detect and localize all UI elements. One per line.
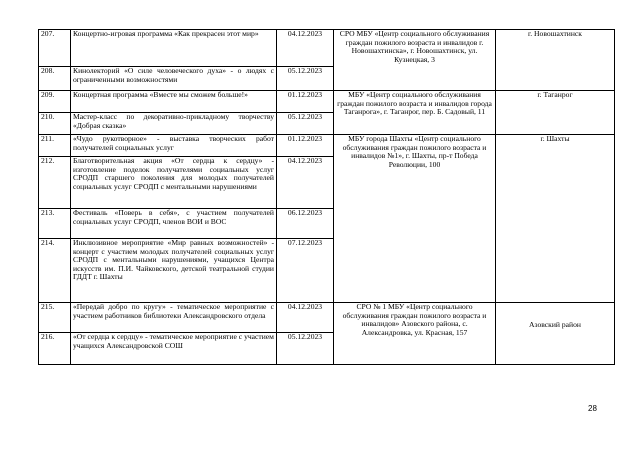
city-cell: г. Новошахтинск (496, 30, 615, 91)
table-row (39, 30, 615, 67)
event-title: «Передай добро по кругу» - тематическое мероприятие с участием работников библиотеки Александровского отдела (71, 303, 277, 333)
city-cell: г. Шахты (496, 135, 615, 303)
event-title: «От сердца к сердцу» - тематическое мероприятие с участием учащихся Александровской СОШ (71, 333, 277, 365)
event-date: 07.12.2023 (277, 239, 334, 303)
event-title: Кинолекторий «О силе человеческого духа» - о людях с ограниченными возможностями (71, 67, 277, 91)
organization-cell: МБУ города Шахты «Центр социального обслуживания граждан пожилого возраста и инвалидов №1», г. Шахты, пр-т Победа Революции, 100 (334, 135, 496, 303)
event-date: 06.12.2023 (277, 209, 334, 239)
event-title: Инклюзивное мероприятие «Мир равных возможностей» - концерт с участием молодых получателей социальных услуг СРОДП с ментальными нарушениями, учащихся Центра искусств им. П.И. Чайковского, детской театральной студии ГДДТ г. Шахты (71, 239, 277, 303)
event-title: Мастер-класс по декоративно-прикладному творчеству «Добрая сказка» (71, 113, 277, 135)
event-date: 05.12.2023 (277, 67, 334, 91)
page-number: 28 (588, 404, 597, 413)
table-row (39, 91, 615, 113)
row-number: 216. (39, 333, 71, 365)
event-date: 04.12.2023 (277, 30, 334, 67)
row-number: 207. (39, 30, 71, 67)
row-number: 209. (39, 91, 71, 113)
organization-cell: СРО МБУ «Центр социального обслуживания граждан пожилого возраста и инвалидов г. Новошахтинска», г. Новошахтинск, ул. Кузнецкая, 3 (334, 30, 496, 91)
row-number: 215. (39, 303, 71, 333)
event-title: Благотворительная акция «От сердца к сердцу» - изготовление поделок получателями социальных услуг СРОДП старшего поколения для молодых получателей социальных услуг СРОДП с ментальными нарушениями (71, 157, 277, 209)
row-number: 214. (39, 239, 71, 303)
row-number: 208. (39, 67, 71, 91)
row-number: 213. (39, 209, 71, 239)
event-date: 01.12.2023 (277, 135, 334, 157)
row-number: 212. (39, 157, 71, 209)
city-cell: г. Таганрог (496, 91, 615, 135)
event-date: 01.12.2023 (277, 91, 334, 113)
event-date: 04.12.2023 (277, 157, 334, 209)
event-title: Концертная программа «Вместе мы сможем больше!» (71, 91, 277, 113)
row-number: 211. (39, 135, 71, 157)
event-date: 05.12.2023 (277, 333, 334, 365)
event-title: «Чудо рукотворное» - выставка творческих работ получателей социальных услуг (71, 135, 277, 157)
table-row (39, 135, 615, 157)
table-row (39, 303, 615, 333)
organization-cell: СРО № 1 МБУ «Центр социального обслуживания граждан пожилого возраста и инвалидов» Азовского района, с. Александровка, ул. Красная, 157 (334, 303, 496, 365)
event-title: Концертно-игровая программа «Как прекрасен этот мир» (71, 30, 277, 67)
city-cell: Азовский район (496, 303, 615, 365)
events-table (38, 29, 615, 365)
event-title: Фестиваль «Поверь в себя», с участием получателей социальных услуг СРОДП, членов ВОИ и ВОС (71, 209, 277, 239)
row-number: 210. (39, 113, 71, 135)
organization-cell: МБУ «Центр социального обслуживания граждан пожилого возраста и инвалидов города Таганрога», г. Таганрог, пер. Б. Садовый, 11 (334, 91, 496, 135)
event-date: 04.12.2023 (277, 303, 334, 333)
event-date: 05.12.2023 (277, 113, 334, 135)
